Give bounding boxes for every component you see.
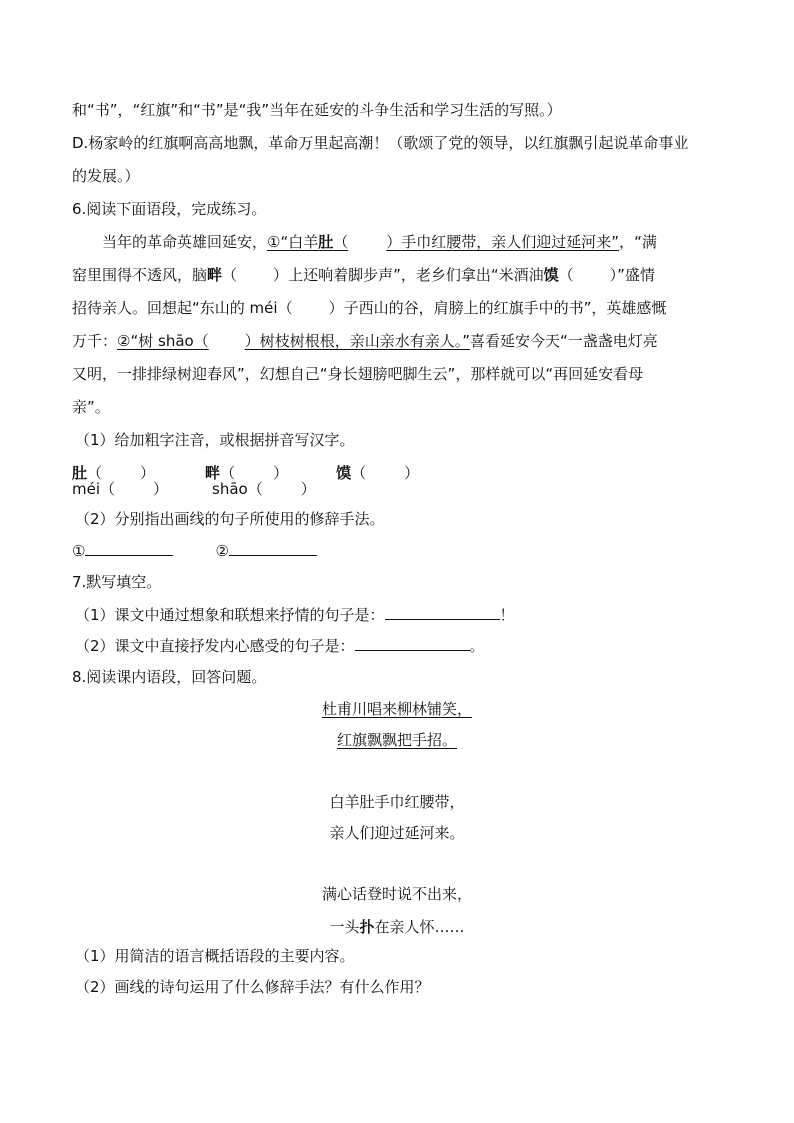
answer-line[interactable] — [355, 635, 470, 651]
q6-passage-line1 — [102, 232, 657, 252]
paren: ） — [153, 480, 169, 498]
text: 亲”。 — [72, 398, 110, 416]
bold-char: 扑 — [359, 918, 375, 936]
text: ！ — [499, 606, 515, 624]
option-d-line2 — [72, 166, 140, 186]
circle-number: ① — [72, 542, 86, 560]
text: （2）分别指出画线的句子所使用的修辞手法。 — [75, 510, 385, 528]
question-8-title — [72, 667, 266, 687]
verse: 满心话登时说不出来， — [321, 885, 472, 903]
question-6-title — [72, 199, 266, 219]
paren: （ — [333, 233, 349, 251]
paragraph-c-end — [72, 100, 562, 120]
text: ，“满 — [619, 233, 657, 251]
answer-line-1[interactable] — [85, 540, 173, 556]
paren: （ — [558, 266, 574, 284]
text: D.杨家岭的红旗啊高高地飘，革命万里起高潮！（歌颂了党的领导，以红旗飘引起说革命事业 — [72, 134, 689, 152]
circle-number: ② — [117, 332, 131, 350]
question-7-title — [72, 572, 161, 592]
circle-number: ① — [267, 233, 281, 251]
text: 手巾红腰带，亲人们迎过延河来” — [401, 233, 620, 251]
underlined-sentence-2 — [117, 332, 470, 350]
q6-subquestion-2 — [75, 509, 385, 529]
text: 8.阅读课内语段，回答问题。 — [72, 668, 267, 686]
text: （1）给加粗字注音，或根据拼音写汉字。 — [75, 431, 355, 449]
q7-item-2 — [75, 635, 485, 656]
bold-char: 畔 — [205, 464, 221, 482]
text: 。 — [469, 637, 485, 655]
verse: 白羊肚手巾红腰带， — [329, 793, 465, 811]
paren: ） — [404, 464, 420, 482]
verse: 在亲人怀…… — [374, 918, 465, 936]
underlined-sentence-1 — [267, 233, 619, 251]
poem-line-1 — [0, 699, 794, 719]
q8-subquestion-1 — [75, 946, 355, 966]
q6-subquestion-1 — [75, 430, 355, 450]
text: 又明，一排排绿树迎春风”，幻想自己“身长翅膀吧脚生云”，那样就可以“再回延安看母 — [72, 365, 644, 383]
text: “树 shāo — [130, 332, 194, 350]
paren: ） — [328, 299, 344, 317]
paren: （ — [220, 464, 236, 482]
text: 子西山的谷，肩膀上的红旗手中的书”，英雄感慨 — [343, 299, 667, 317]
q6-passage-line4 — [72, 331, 658, 351]
text: ）”盛情 — [609, 266, 655, 284]
poem-line-5 — [0, 884, 794, 904]
bold-char: 畔 — [207, 266, 223, 284]
q6-passage-line3 — [72, 298, 666, 318]
q6-passage-line6 — [72, 397, 110, 417]
pinyin: shāo — [212, 480, 248, 498]
paren: ） — [300, 480, 316, 498]
text: 当年的革命英雄回延安， — [102, 233, 268, 251]
text: 6.阅读下面语段，完成练习。 — [72, 200, 267, 218]
poem-line-6 — [0, 917, 794, 937]
text: 招待亲人。回想起“东山的 méi — [72, 299, 278, 317]
paren: ） — [273, 464, 289, 482]
text: 7.默写填空。 — [72, 573, 162, 591]
paren: （ — [193, 332, 209, 350]
text: （2）课文中直接抒发内心感受的句子是： — [75, 637, 355, 655]
paren: （ — [351, 464, 367, 482]
option-d-line1 — [72, 133, 688, 153]
text: 上还响着脚步声”，老乡们拿出“米酒油 — [288, 266, 544, 284]
text: 的发展。） — [72, 167, 140, 185]
bold-char: 馍 — [543, 266, 559, 284]
text: （2）画线的诗句运用了什么修辞手法？有什么作用？ — [75, 978, 430, 996]
paren: （ — [222, 266, 238, 284]
q6-answer-blanks — [72, 540, 317, 561]
q6-passage-line5 — [72, 364, 643, 384]
text: 树枝树根根，亲山亲水有亲人。” — [259, 332, 471, 350]
verse: 一头 — [329, 918, 360, 936]
text: （1）课文中通过想象和联想来抒情的句子是： — [75, 606, 385, 624]
q8-subquestion-2 — [75, 977, 430, 997]
q6-pinyin-row2 — [72, 479, 316, 499]
verse: 亲人们迎过延河来。 — [329, 824, 465, 842]
answer-line-2[interactable] — [229, 540, 317, 556]
paren: ） — [386, 233, 402, 251]
poem-line-2 — [0, 730, 794, 750]
poem-line-4 — [0, 823, 794, 843]
underlined-verse: 红旗飘飘把手招。 — [336, 731, 457, 749]
paren: ） — [273, 266, 289, 284]
paren: （ — [87, 464, 103, 482]
answer-line[interactable] — [385, 604, 500, 620]
paren: （ — [247, 480, 263, 498]
paren: （ — [100, 480, 116, 498]
text: 万千： — [72, 332, 118, 350]
pinyin: méi — [72, 480, 101, 498]
paren: ） — [244, 332, 260, 350]
text: 窑里围得不透风，脑 — [72, 266, 208, 284]
circle-number: ② — [215, 542, 229, 560]
paren: （ — [277, 299, 293, 317]
bold-char: 肚 — [318, 233, 334, 251]
paren: ） — [140, 464, 156, 482]
text: 和“书”，“红旗”和“书”是“我”当年在延安的斗争生活和学习生活的写照。） — [72, 101, 562, 119]
text: 喜看延安今天“一盏盏电灯亮 — [470, 332, 658, 350]
poem-line-3 — [0, 792, 794, 812]
bold-char: 肚 — [72, 464, 88, 482]
bold-char: 馍 — [336, 464, 352, 482]
text: “白羊 — [280, 233, 319, 251]
q6-passage-line2 — [72, 265, 655, 285]
underlined-verse: 杜甫川唱来柳林铺笑， — [321, 700, 472, 718]
q7-item-1 — [75, 604, 515, 625]
text: （1）用简洁的语言概括语段的主要内容。 — [75, 947, 355, 965]
